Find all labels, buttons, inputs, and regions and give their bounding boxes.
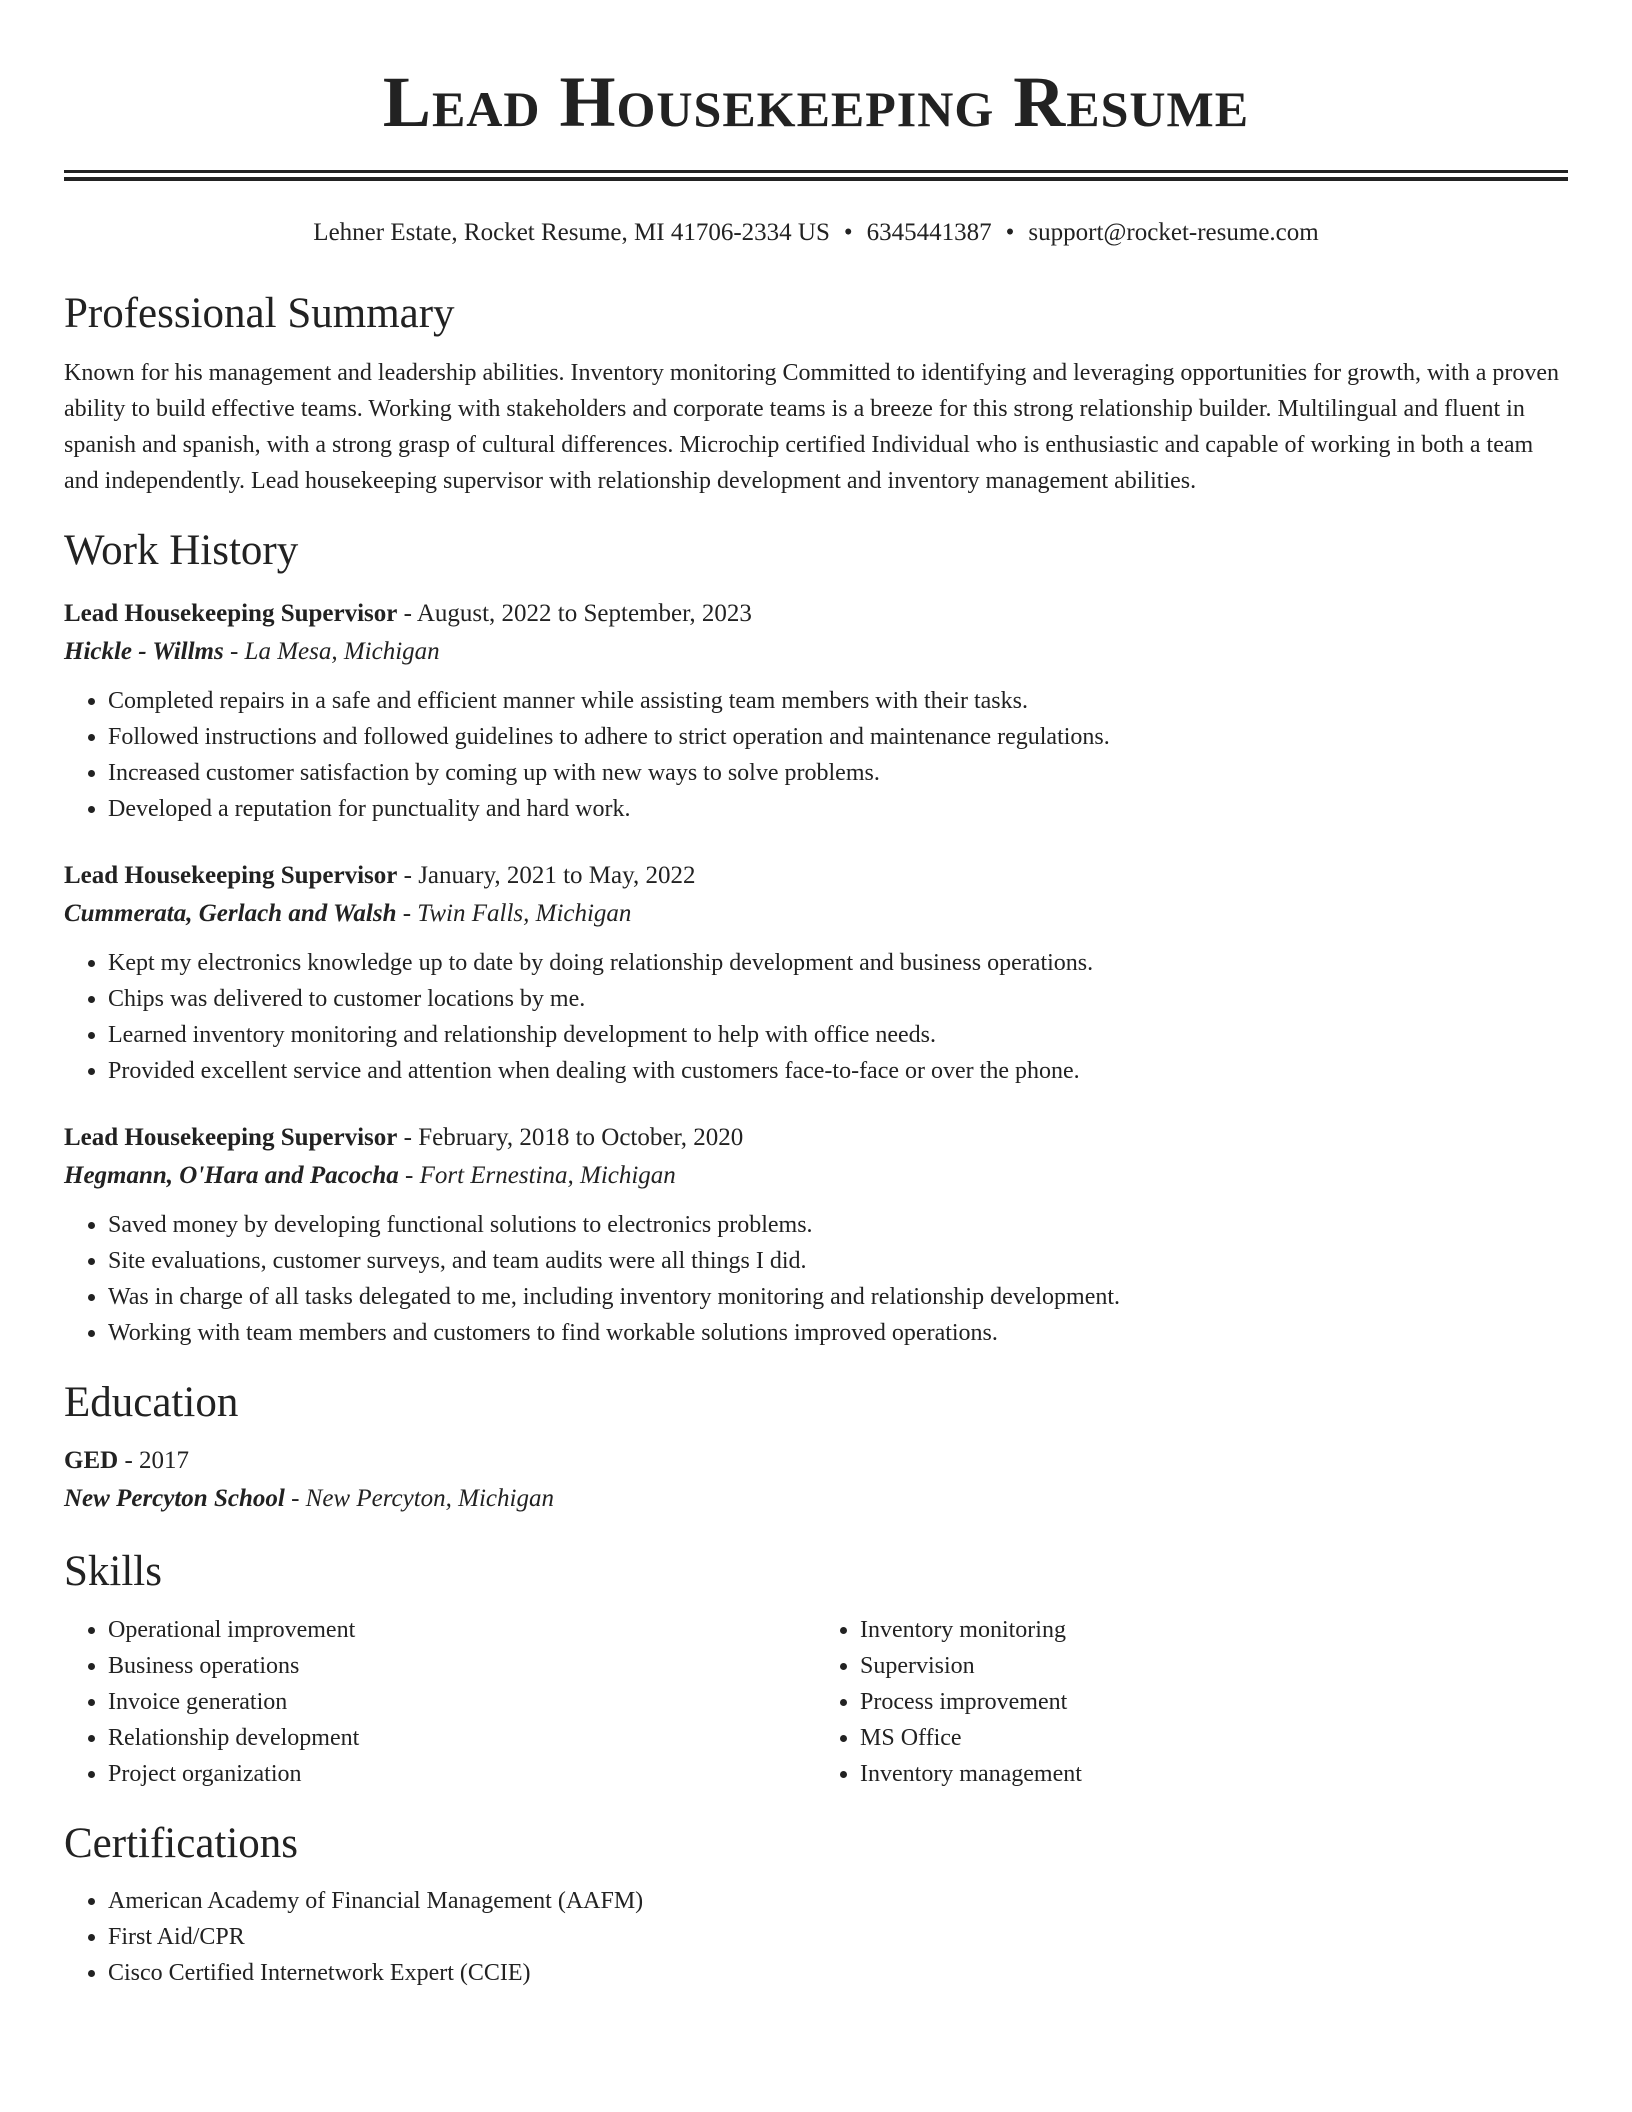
resume-title: Lead Housekeeping Resume bbox=[382, 62, 1250, 142]
skills-right-list bbox=[816, 1612, 1568, 1792]
list-item: • MS Office bbox=[860, 1720, 1568, 1756]
contact-separator: • bbox=[843, 219, 853, 246]
certifications-heading: Certifications bbox=[64, 1819, 299, 1867]
job-title: Lead Housekeeping Supervisor bbox=[64, 861, 398, 889]
job-dates: - February, 2018 to October, 2020 bbox=[397, 1123, 744, 1151]
list-item: • Provided excellent service and attention when dealing with customers face-to-face or over the phone. bbox=[108, 1053, 1568, 1089]
list-item: • Completed repairs in a safe and efficient manner while assisting team members with their tasks. bbox=[108, 683, 1568, 719]
skills-columns bbox=[64, 1612, 1568, 1792]
work-history-heading: Work History bbox=[64, 527, 299, 575]
employer-line bbox=[64, 1157, 1568, 1195]
job-bullets bbox=[64, 683, 1568, 827]
list-item: • Cisco Certified Internetwork Expert (CCIE) bbox=[108, 1955, 1568, 1991]
skills-heading: Skills bbox=[64, 1548, 162, 1596]
education-entry bbox=[64, 1442, 1568, 1518]
list-item: • Learned inventory monitoring and relationship development to help with office needs. bbox=[108, 1017, 1568, 1053]
certifications-list bbox=[64, 1883, 1568, 1991]
degree-year: - 2017 bbox=[118, 1447, 190, 1475]
list-item: • Followed instructions and followed guidelines to adhere to strict operation and maintenance regulations. bbox=[108, 719, 1568, 755]
list-item: • Supervision bbox=[860, 1648, 1568, 1684]
list-item: • American Academy of Financial Management (AAFM) bbox=[108, 1883, 1568, 1919]
degree-line bbox=[64, 1442, 1568, 1480]
employer-location: - La Mesa, Michigan bbox=[223, 637, 440, 665]
education-heading: Education bbox=[64, 1378, 239, 1426]
summary-heading: Professional Summary bbox=[64, 289, 455, 337]
list-item: • Chips was delivered to customer locations by me. bbox=[108, 981, 1568, 1017]
employer-line bbox=[64, 895, 1568, 933]
title-divider bbox=[64, 170, 1568, 181]
employer-location: - Twin Falls, Michigan bbox=[396, 899, 632, 927]
list-item: • Invoice generation bbox=[108, 1684, 816, 1720]
list-item: • Kept my electronics knowledge up to date by doing relationship development and business operations. bbox=[108, 945, 1568, 981]
list-item: • Project organization bbox=[108, 1756, 816, 1792]
employer-name: Cummerata, Gerlach and Walsh bbox=[64, 899, 397, 927]
list-item: • Working with team members and customers to find workable solutions improved operations. bbox=[108, 1315, 1568, 1351]
degree-name: GED bbox=[64, 1447, 119, 1475]
list-item: • Inventory management bbox=[860, 1756, 1568, 1792]
contact-line bbox=[64, 217, 1568, 250]
job-dates: - August, 2022 to September, 2023 bbox=[397, 599, 752, 627]
job-title-line bbox=[64, 857, 1568, 895]
employer-name: Hickle - Willms bbox=[64, 637, 224, 665]
list-item: • Saved money by developing functional solutions to electronics problems. bbox=[108, 1207, 1568, 1243]
summary-text: Known for his management and leadership abilities. Inventory monitoring Committed to identifying and leveraging opportunities for growth, with a proven ability to build effective teams. Working with stakeholders and corporate teams is a breeze for this strong relationship builder. Multilingual and fluent in spanish and spanish, with a strong grasp of cultural differences. Microchip certified Individual who is enthusiastic and capable of working in both a team and independently. Lead housekeeping supervisor with relationship development and inventory management abilities. bbox=[64, 360, 1560, 495]
skills-left-list bbox=[64, 1612, 816, 1792]
employer-line bbox=[64, 633, 1568, 671]
contact-email: support@rocket-resume.com bbox=[1028, 219, 1319, 246]
list-item: • Developed a reputation for punctuality and hard work. bbox=[108, 791, 1568, 827]
job-bullets bbox=[64, 1207, 1568, 1351]
job-entry bbox=[64, 1119, 1568, 1351]
school-line bbox=[64, 1480, 1568, 1518]
job-entry bbox=[64, 857, 1568, 1089]
job-title-line bbox=[64, 595, 1568, 633]
contact-separator: • bbox=[1005, 219, 1015, 246]
school-name: New Percyton School bbox=[64, 1485, 285, 1513]
contact-address: Lehner Estate, Rocket Resume, MI 41706-2334 US bbox=[313, 219, 830, 246]
contact-phone: 6345441387 bbox=[866, 219, 992, 246]
job-dates: - January, 2021 to May, 2022 bbox=[397, 861, 696, 889]
list-item: • Business operations bbox=[108, 1648, 816, 1684]
list-item: • Was in charge of all tasks delegated to me, including inventory monitoring and relationship development. bbox=[108, 1279, 1568, 1315]
employer-location: - Fort Ernestina, Michigan bbox=[398, 1161, 676, 1189]
employer-name: Hegmann, O'Hara and Pacocha bbox=[64, 1161, 399, 1189]
job-title-line bbox=[64, 1119, 1568, 1157]
list-item: • Process improvement bbox=[860, 1684, 1568, 1720]
job-entry bbox=[64, 595, 1568, 827]
list-item: • Increased customer satisfaction by coming up with new ways to solve problems. bbox=[108, 755, 1568, 791]
list-item: • Site evaluations, customer surveys, and team audits were all things I did. bbox=[108, 1243, 1568, 1279]
list-item: • Inventory monitoring bbox=[860, 1612, 1568, 1648]
list-item: • Relationship development bbox=[108, 1720, 816, 1756]
list-item: • First Aid/CPR bbox=[108, 1919, 1568, 1955]
job-title: Lead Housekeeping Supervisor bbox=[64, 1123, 398, 1151]
school-location: - New Percyton, Michigan bbox=[284, 1485, 554, 1513]
list-item: • Operational improvement bbox=[108, 1612, 816, 1648]
job-title: Lead Housekeeping Supervisor bbox=[64, 599, 398, 627]
job-bullets bbox=[64, 945, 1568, 1089]
